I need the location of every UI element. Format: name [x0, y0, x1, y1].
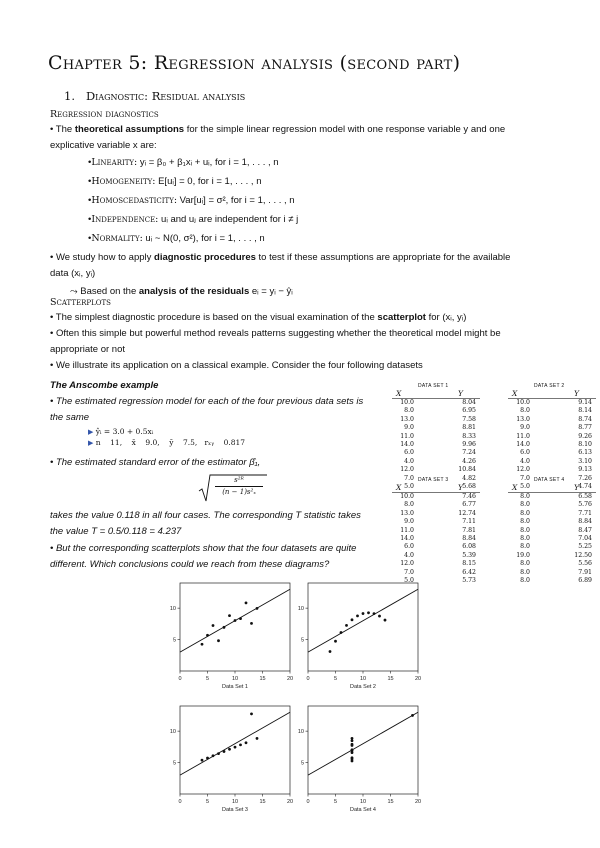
bullet-patterns: • Often this simple but powerful method reveals patterns suggesting whether the theoretical model might be: [50, 328, 501, 339]
table-cell: 9.14: [578, 399, 592, 406]
table-cell: 9.13: [578, 466, 592, 474]
table-x-column: [392, 493, 414, 585]
bold-text: scatterplot: [377, 312, 426, 323]
data-point: [351, 618, 354, 621]
table-cell: 7.46: [462, 493, 476, 500]
table-cell: 7.0: [404, 474, 414, 482]
data-point: [239, 617, 242, 620]
table-cell: 5.76: [578, 501, 592, 509]
x-tick-label: 20: [286, 676, 294, 682]
data-point: [234, 619, 237, 622]
data-point: [373, 612, 376, 615]
data-point: [256, 737, 259, 740]
table-cell: 13.0: [516, 415, 530, 423]
table-cell: 8.0: [520, 568, 530, 576]
text: ⤳ Based on the: [70, 286, 139, 297]
data-point: [201, 643, 204, 646]
table-cell: 8.0: [520, 501, 530, 509]
x-tick-label: 20: [414, 676, 422, 682]
table-cell: 12.74: [458, 509, 476, 517]
table-cell: 10.0: [516, 399, 530, 406]
table-cell: 12.0: [516, 466, 530, 474]
anscombe-scatterplots: [0, 575, 600, 815]
table-cell: 7.26: [578, 474, 592, 482]
table-title: DATA SET 4: [534, 477, 565, 483]
assumption-independence: •Independence: uᵢ and uⱼ are independent for i ≠ j: [88, 214, 299, 225]
table-cell: 8.0: [404, 501, 414, 509]
subsection-scatterplots: Scatterplots: [50, 297, 111, 308]
table-x-header: X: [396, 483, 402, 492]
assumption-normality: •Normality: uᵢ ~ N(0, σ²), for i = 1, . . . , n: [88, 233, 265, 244]
data-point: [378, 615, 381, 618]
table-cell: 7.0: [404, 568, 414, 576]
table-cell: 8.81: [462, 424, 476, 432]
table-cell: 13.0: [400, 415, 414, 423]
text: n 11, x̄ 9.0, ȳ 7.5, rₓᵧ 0.817: [95, 438, 246, 447]
table-cell: 8.33: [462, 432, 476, 440]
data-point: [345, 624, 348, 627]
table-cell: 10.0: [400, 493, 414, 500]
table-cell: 8.0: [520, 577, 530, 585]
data-point: [250, 622, 253, 625]
scatterplot-4: [298, 706, 421, 813]
x-tick-label: 20: [286, 799, 294, 805]
text: uᵢ ~ N(0, σ²), for i = 1, . . . , n: [142, 233, 265, 244]
table-cell: 4.0: [404, 457, 414, 465]
table-cell: 8.74: [578, 415, 592, 423]
y-tick-label: 10: [169, 606, 176, 613]
anscombe-b2: • The estimated standard error of the estimator β̂₁,: [50, 457, 261, 468]
data-point: [217, 752, 220, 755]
fraction-numerator: s²ᴿ: [234, 476, 244, 484]
x-axis-label: Data Set 3: [222, 807, 248, 813]
data-point: [228, 614, 231, 617]
bullet-diagnostic-cont: data (xᵢ, yᵢ): [50, 268, 96, 279]
data-point: [228, 748, 231, 751]
table-cell: 8.10: [578, 441, 592, 449]
table-cell: 9.96: [462, 441, 476, 449]
fraction-denominator: (n − 1)s²ₓ: [222, 488, 256, 496]
data-point: [351, 749, 354, 752]
regression-line: [308, 589, 418, 652]
table-cell: 4.82: [462, 474, 476, 482]
table-cell: 8.0: [520, 509, 530, 517]
data-point: [212, 754, 215, 757]
x-tick-label: 5: [333, 799, 338, 805]
bullet-assumptions-cont: explicative variable x are:: [50, 140, 157, 151]
table-cell: 14.0: [400, 535, 414, 543]
table-cell: 8.77: [578, 424, 592, 432]
bullet-patterns-cont: appropriate or not: [50, 344, 125, 355]
label: Homoscedasticity:: [91, 195, 178, 206]
bold-text: diagnostic procedures: [154, 252, 256, 263]
table-cell: 6.13: [578, 449, 592, 457]
anscombe-b1: • The estimated regression model for each of the four previous data sets is: [50, 396, 364, 407]
table-cell: 10.0: [400, 399, 414, 406]
table-cell: 5.0: [404, 483, 414, 491]
x-tick-label: 20: [414, 799, 422, 805]
table-cell: 6.42: [462, 568, 476, 576]
data-point: [334, 640, 337, 643]
table-cell: 8.0: [404, 407, 414, 415]
table-y-header: Y: [458, 483, 463, 492]
table-cell: 5.0: [520, 483, 530, 491]
x-tick-label: 10: [359, 799, 367, 805]
formula-stats: [88, 438, 245, 447]
data-point: [245, 601, 248, 604]
bullet-illustrate: • We illustrate its application on a classical example. Consider the four following datasets: [50, 360, 423, 371]
text: • We study how to apply: [50, 252, 155, 263]
data-point: [351, 743, 354, 746]
anscombe-t-value-cont: the value T = 0.5/0.118 = 4.237: [50, 526, 182, 537]
data-point: [351, 758, 354, 761]
x-tick-label: 5: [205, 676, 210, 682]
y-tick-label: 5: [172, 760, 176, 767]
x-tick-label: 0: [306, 676, 310, 682]
table-cell: 9.0: [404, 424, 414, 432]
plot-frame: [308, 706, 418, 794]
x-tick-label: 10: [231, 676, 239, 682]
table-cell: 6.0: [520, 449, 530, 457]
table-cell: 9.26: [578, 432, 592, 440]
table-cell: 8.14: [578, 407, 592, 415]
bullet-diagnostic: [50, 250, 510, 266]
table-cell: 12.0: [400, 560, 414, 568]
anscombe-t-value: takes the value 0.118 in all four cases. The corresponding T statistic takes: [50, 510, 361, 521]
data-point: [362, 612, 365, 615]
data-point: [239, 744, 242, 747]
table-cell: 8.0: [520, 526, 530, 534]
x-tick-label: 10: [231, 799, 239, 805]
x-axis-label: Data Set 1: [222, 684, 248, 690]
table-cell: 12.50: [574, 551, 592, 559]
x-tick-label: 15: [387, 799, 394, 805]
data-point: [367, 611, 370, 614]
plot-frame: [308, 583, 418, 671]
data-point: [206, 757, 209, 760]
anscombe-heading: The Anscombe example: [50, 380, 159, 391]
section-title: Diagnostic: Residual analysis: [85, 89, 246, 103]
table-cell: 7.71: [578, 509, 592, 517]
x-tick-label: 0: [306, 799, 310, 805]
table-title: DATA SET 3: [418, 477, 449, 483]
triangle-icon: ▶: [88, 439, 94, 447]
y-tick-label: 10: [297, 729, 304, 736]
data-point: [201, 759, 204, 762]
table-cell: 6.0: [404, 543, 414, 551]
section-number: 1.: [64, 89, 75, 103]
table-cell: 10.84: [458, 466, 476, 474]
bullet-assumptions: [50, 122, 505, 138]
x-tick-label: 0: [178, 799, 182, 805]
table-y-header: Y: [574, 389, 579, 398]
label: Linearity:: [91, 157, 138, 168]
text: • The: [50, 124, 75, 135]
table-cell: 9.0: [520, 424, 530, 432]
x-tick-label: 5: [333, 676, 338, 682]
y-tick-label: 10: [297, 606, 304, 613]
y-tick-label: 10: [169, 729, 176, 736]
table-cell: 8.0: [520, 543, 530, 551]
data-point: [250, 713, 253, 716]
x-axis-label: Data Set 2: [350, 684, 376, 690]
data-point: [340, 631, 343, 634]
data-point: [256, 607, 259, 610]
label: Independence:: [91, 214, 159, 225]
table-x-header: X: [512, 483, 518, 492]
x-tick-label: 0: [178, 676, 182, 682]
table-cell: 11.0: [516, 432, 530, 440]
x-tick-label: 15: [387, 676, 394, 682]
table-cell: 8.84: [578, 518, 592, 526]
data-point: [217, 639, 220, 642]
section-heading: [64, 89, 245, 103]
data-point: [356, 614, 359, 617]
table-cell: 4.0: [520, 457, 530, 465]
table-cell: 4.0: [404, 551, 414, 559]
text: • The simplest diagnostic procedure is based on the visual examination of the: [50, 312, 378, 323]
x-tick-label: 5: [205, 799, 210, 805]
table-cell: 7.58: [462, 415, 476, 423]
table-title: DATA SET 1: [418, 383, 449, 389]
x-tick-label: 15: [259, 676, 266, 682]
x-axis-label: Data Set 4: [350, 807, 376, 813]
table-cell: 7.81: [462, 526, 476, 534]
data-point: [206, 634, 209, 637]
table-x-header: X: [512, 389, 518, 398]
table-title: DATA SET 2: [534, 383, 565, 389]
scatterplot-3: [170, 706, 293, 813]
text: eᵢ = yᵢ − ŷᵢ: [249, 286, 293, 297]
data-point: [223, 626, 226, 629]
scatterplot-1: [170, 583, 293, 690]
table-cell: 7.24: [462, 449, 476, 457]
table-cell: 4.74: [578, 483, 592, 491]
anscombe-b3-cont: different. Which conclusions could we reach from these diagrams?: [50, 559, 330, 570]
assumption-linearity: •Linearity: yᵢ = β₀ + β₁xᵢ + uᵢ, for i = 1, . . . , n: [88, 157, 279, 168]
label: Normality:: [91, 233, 143, 244]
table-x-column: [508, 493, 530, 585]
table-cell: 8.04: [462, 399, 476, 406]
table-cell: 5.25: [578, 543, 592, 551]
table-cell: 14.0: [516, 441, 530, 449]
table-cell: 8.0: [520, 518, 530, 526]
regression-line: [308, 712, 418, 775]
anscombe-b3: • But the corresponding scatterplots show that the four datasets are quite: [50, 543, 357, 554]
data-point: [411, 714, 414, 717]
text: for the simple linear regression model with one response variable y and one: [184, 124, 506, 135]
table-cell: 5.0: [404, 577, 414, 585]
table-y-header: Y: [574, 483, 579, 492]
plot-frame: [180, 706, 290, 794]
table-x-header: X: [396, 389, 402, 398]
table-cell: 6.95: [462, 407, 476, 415]
table-y-column: [446, 493, 476, 585]
plot-frame: [180, 583, 290, 671]
data-point: [223, 750, 226, 753]
assumption-homoscedasticity: •Homoscedasticity: Var[uᵢ] = σ², for i = 1, . . . , n: [88, 195, 295, 206]
table-y-column: [562, 493, 592, 585]
stderr-formula: [197, 473, 269, 503]
table-cell: 8.0: [520, 535, 530, 543]
label: Homogeneity:: [91, 176, 156, 187]
table-cell: 8.84: [462, 535, 476, 543]
table-cell: 7.0: [520, 474, 530, 482]
table-cell: 8.15: [462, 560, 476, 568]
table-cell: 5.56: [578, 560, 592, 568]
table-cell: 6.0: [404, 449, 414, 457]
text: Var[uᵢ] = σ², for i = 1, . . . , n: [177, 195, 295, 206]
table-cell: 6.08: [462, 543, 476, 551]
y-tick-label: 5: [172, 637, 176, 644]
table-cell: 6.89: [578, 577, 592, 585]
table-cell: 7.04: [578, 535, 592, 543]
page-title: Chapter 5: Regression analysis (second part): [48, 52, 461, 74]
data-point: [384, 619, 387, 622]
table-cell: 9.0: [404, 518, 414, 526]
data-point: [351, 739, 354, 742]
y-tick-label: 5: [300, 637, 304, 644]
table-cell: 7.91: [578, 568, 592, 576]
table-y-header: Y: [458, 389, 463, 398]
fraction-bar: [215, 486, 263, 487]
data-point: [329, 650, 332, 653]
scatterplot-2: [298, 583, 421, 690]
table-cell: 11.0: [400, 432, 414, 440]
table-cell: 5.68: [462, 483, 476, 491]
table-cell: 19.0: [516, 551, 530, 559]
bold-text: analysis of the residuals: [138, 286, 250, 297]
table-cell: 6.77: [462, 501, 476, 509]
table-cell: 7.11: [462, 518, 476, 526]
bold-text: theoretical assumptions: [74, 124, 185, 135]
text: uᵢ and uⱼ are independent for i ≠ j: [158, 214, 299, 225]
table-cell: 4.26: [462, 457, 476, 465]
anscombe-b1-cont: the same: [50, 412, 90, 423]
table-cell: 12.0: [400, 466, 414, 474]
data-table-4: [508, 474, 598, 585]
subsection-regression-diagnostics: Regression diagnostics: [50, 109, 159, 120]
table-cell: 13.0: [400, 509, 414, 517]
data-table-3: [392, 474, 482, 585]
table-cell: 3.10: [578, 457, 592, 465]
regression-line: [180, 712, 290, 775]
table-cell: 6.58: [578, 493, 592, 500]
table-cell: 5.39: [462, 551, 476, 559]
table-cell: 8.0: [520, 407, 530, 415]
assumption-homogeneity: •Homogeneity: E[uᵢ] = 0, for i = 1, . . . , n: [88, 176, 262, 187]
text: ŷᵢ = 3.0 + 0.5xᵢ: [95, 427, 154, 436]
table-cell: 8.47: [578, 526, 592, 534]
text: for (xᵢ, yᵢ): [425, 312, 467, 323]
text: E[uᵢ] = 0, for i = 1, . . . , n: [155, 176, 262, 187]
triangle-icon: ▶: [88, 428, 94, 436]
table-cell: 8.0: [520, 560, 530, 568]
table-cell: 14.0: [400, 441, 414, 449]
table-cell: 5.73: [462, 577, 476, 585]
y-tick-label: 5: [300, 760, 304, 767]
x-tick-label: 10: [359, 676, 367, 682]
data-point: [245, 741, 248, 744]
data-point: [212, 624, 215, 627]
data-point: [234, 746, 237, 749]
x-tick-label: 15: [259, 799, 266, 805]
text: to test if these assumptions are appropriate for the available: [255, 252, 511, 263]
table-cell: 8.0: [520, 493, 530, 500]
bullet-scatterplot: [50, 310, 466, 326]
table-cell: 11.0: [400, 526, 414, 534]
text: yᵢ = β₀ + β₁xᵢ + uᵢ, for i = 1, . . . , n: [137, 157, 279, 168]
formula-fit: [88, 427, 153, 436]
